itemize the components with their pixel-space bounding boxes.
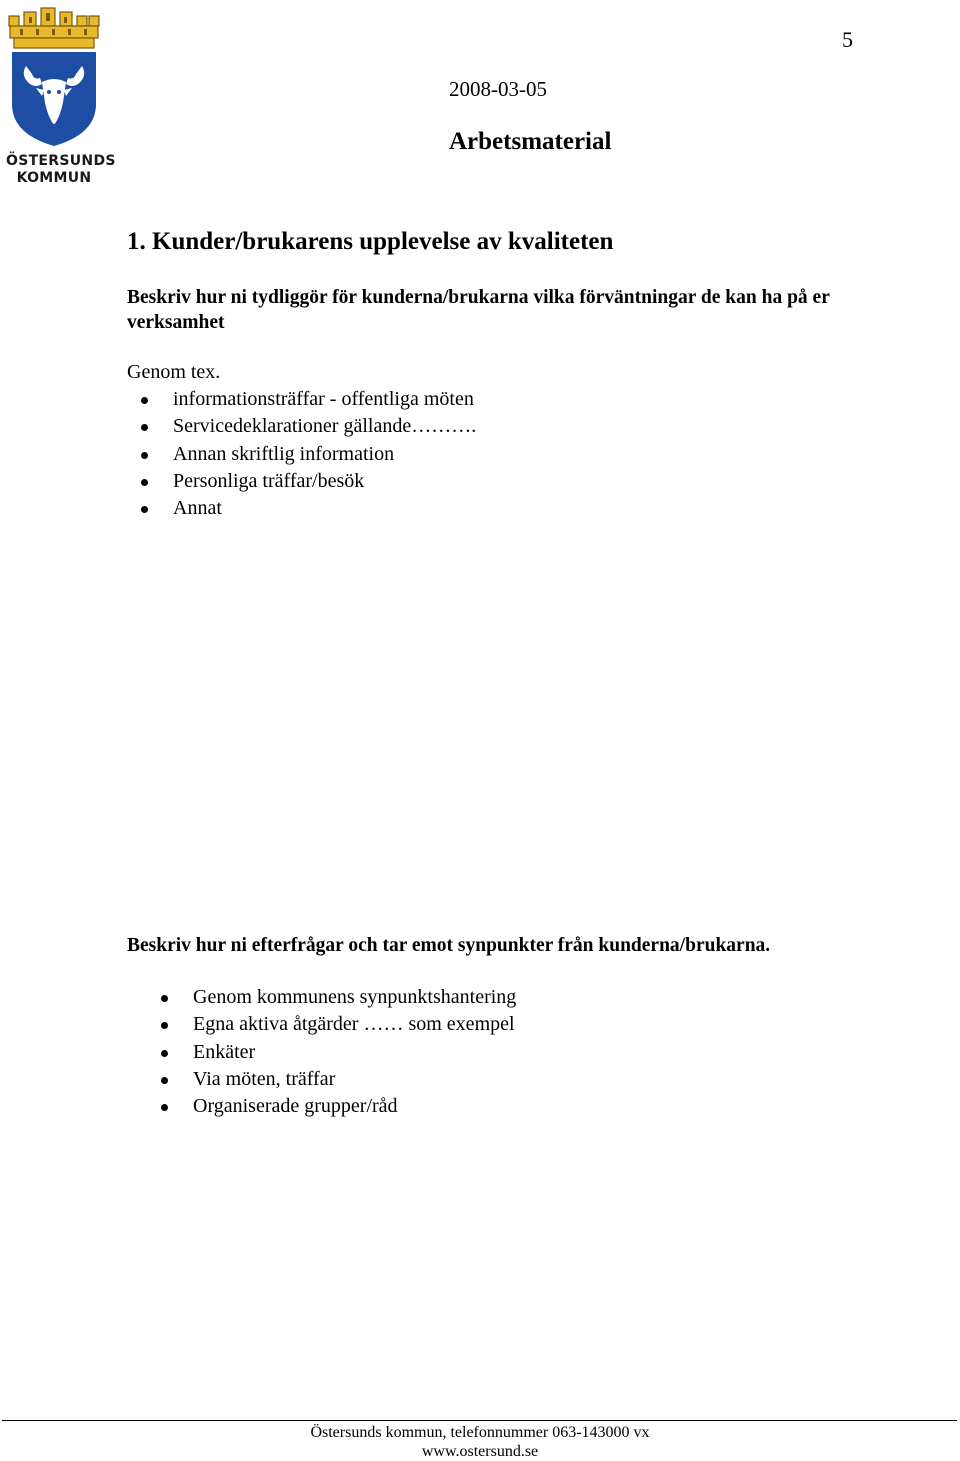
examples-list: [127, 386, 476, 522]
bullet-icon: [141, 397, 148, 404]
bullet-icon: [141, 424, 148, 431]
list-item: Personliga träffar/besök: [127, 468, 476, 495]
intro-text: Genom tex.: [127, 361, 221, 383]
list-item: Enkäter: [127, 1039, 516, 1066]
bullet-icon: [161, 1022, 168, 1029]
document-status: Arbetsmaterial: [449, 128, 612, 155]
question-1-line-1: Beskriv hur ni tydliggör för kunderna/brukarna vilka förväntningar de kan ha på er: [127, 287, 830, 308]
list-item: Egna aktiva åtgärder …… som exempel: [127, 1011, 516, 1038]
list-item: Annan skriftlig information: [127, 441, 476, 468]
list-item: Genom kommunens synpunktshantering: [127, 984, 516, 1011]
question-2: Beskriv hur ni efterfrågar och tar emot synpunkter från kunderna/brukarna.: [127, 935, 771, 956]
footer-website-link[interactable]: www.ostersund.se: [421, 1443, 539, 1460]
list-item: Annat: [127, 495, 476, 522]
question-1-line-2: verksamhet: [127, 312, 225, 333]
list-item: Servicedeklarationer gällande……….: [127, 413, 476, 440]
page-number: 5: [842, 27, 853, 52]
coat-of-arms-icon: [6, 4, 102, 154]
list-item: Organiserade grupper/råd: [127, 1093, 516, 1120]
feedback-methods-list: [127, 984, 516, 1120]
bullet-icon: [141, 506, 148, 513]
section-title: 1. Kunder/brukarens upplevelse av kvaliteten: [127, 228, 614, 255]
bullet-icon: [141, 479, 148, 486]
bullet-icon: [161, 995, 168, 1002]
document-date: 2008-03-05: [449, 77, 547, 101]
logo-text-line2: KOMMUN: [16, 170, 92, 186]
footer-divider: [2, 1420, 957, 1421]
list-item: Via möten, träffar: [127, 1066, 516, 1093]
bullet-icon: [141, 452, 148, 459]
bullet-icon: [161, 1077, 168, 1084]
logo-text-line1: ÖSTERSUNDS: [6, 153, 116, 169]
footer-contact: Östersunds kommun, telefonnummer 063-143000 vx: [310, 1424, 650, 1441]
bullet-icon: [161, 1104, 168, 1111]
list-item: informationsträffar - offentliga möten: [127, 386, 476, 413]
bullet-icon: [161, 1050, 168, 1057]
